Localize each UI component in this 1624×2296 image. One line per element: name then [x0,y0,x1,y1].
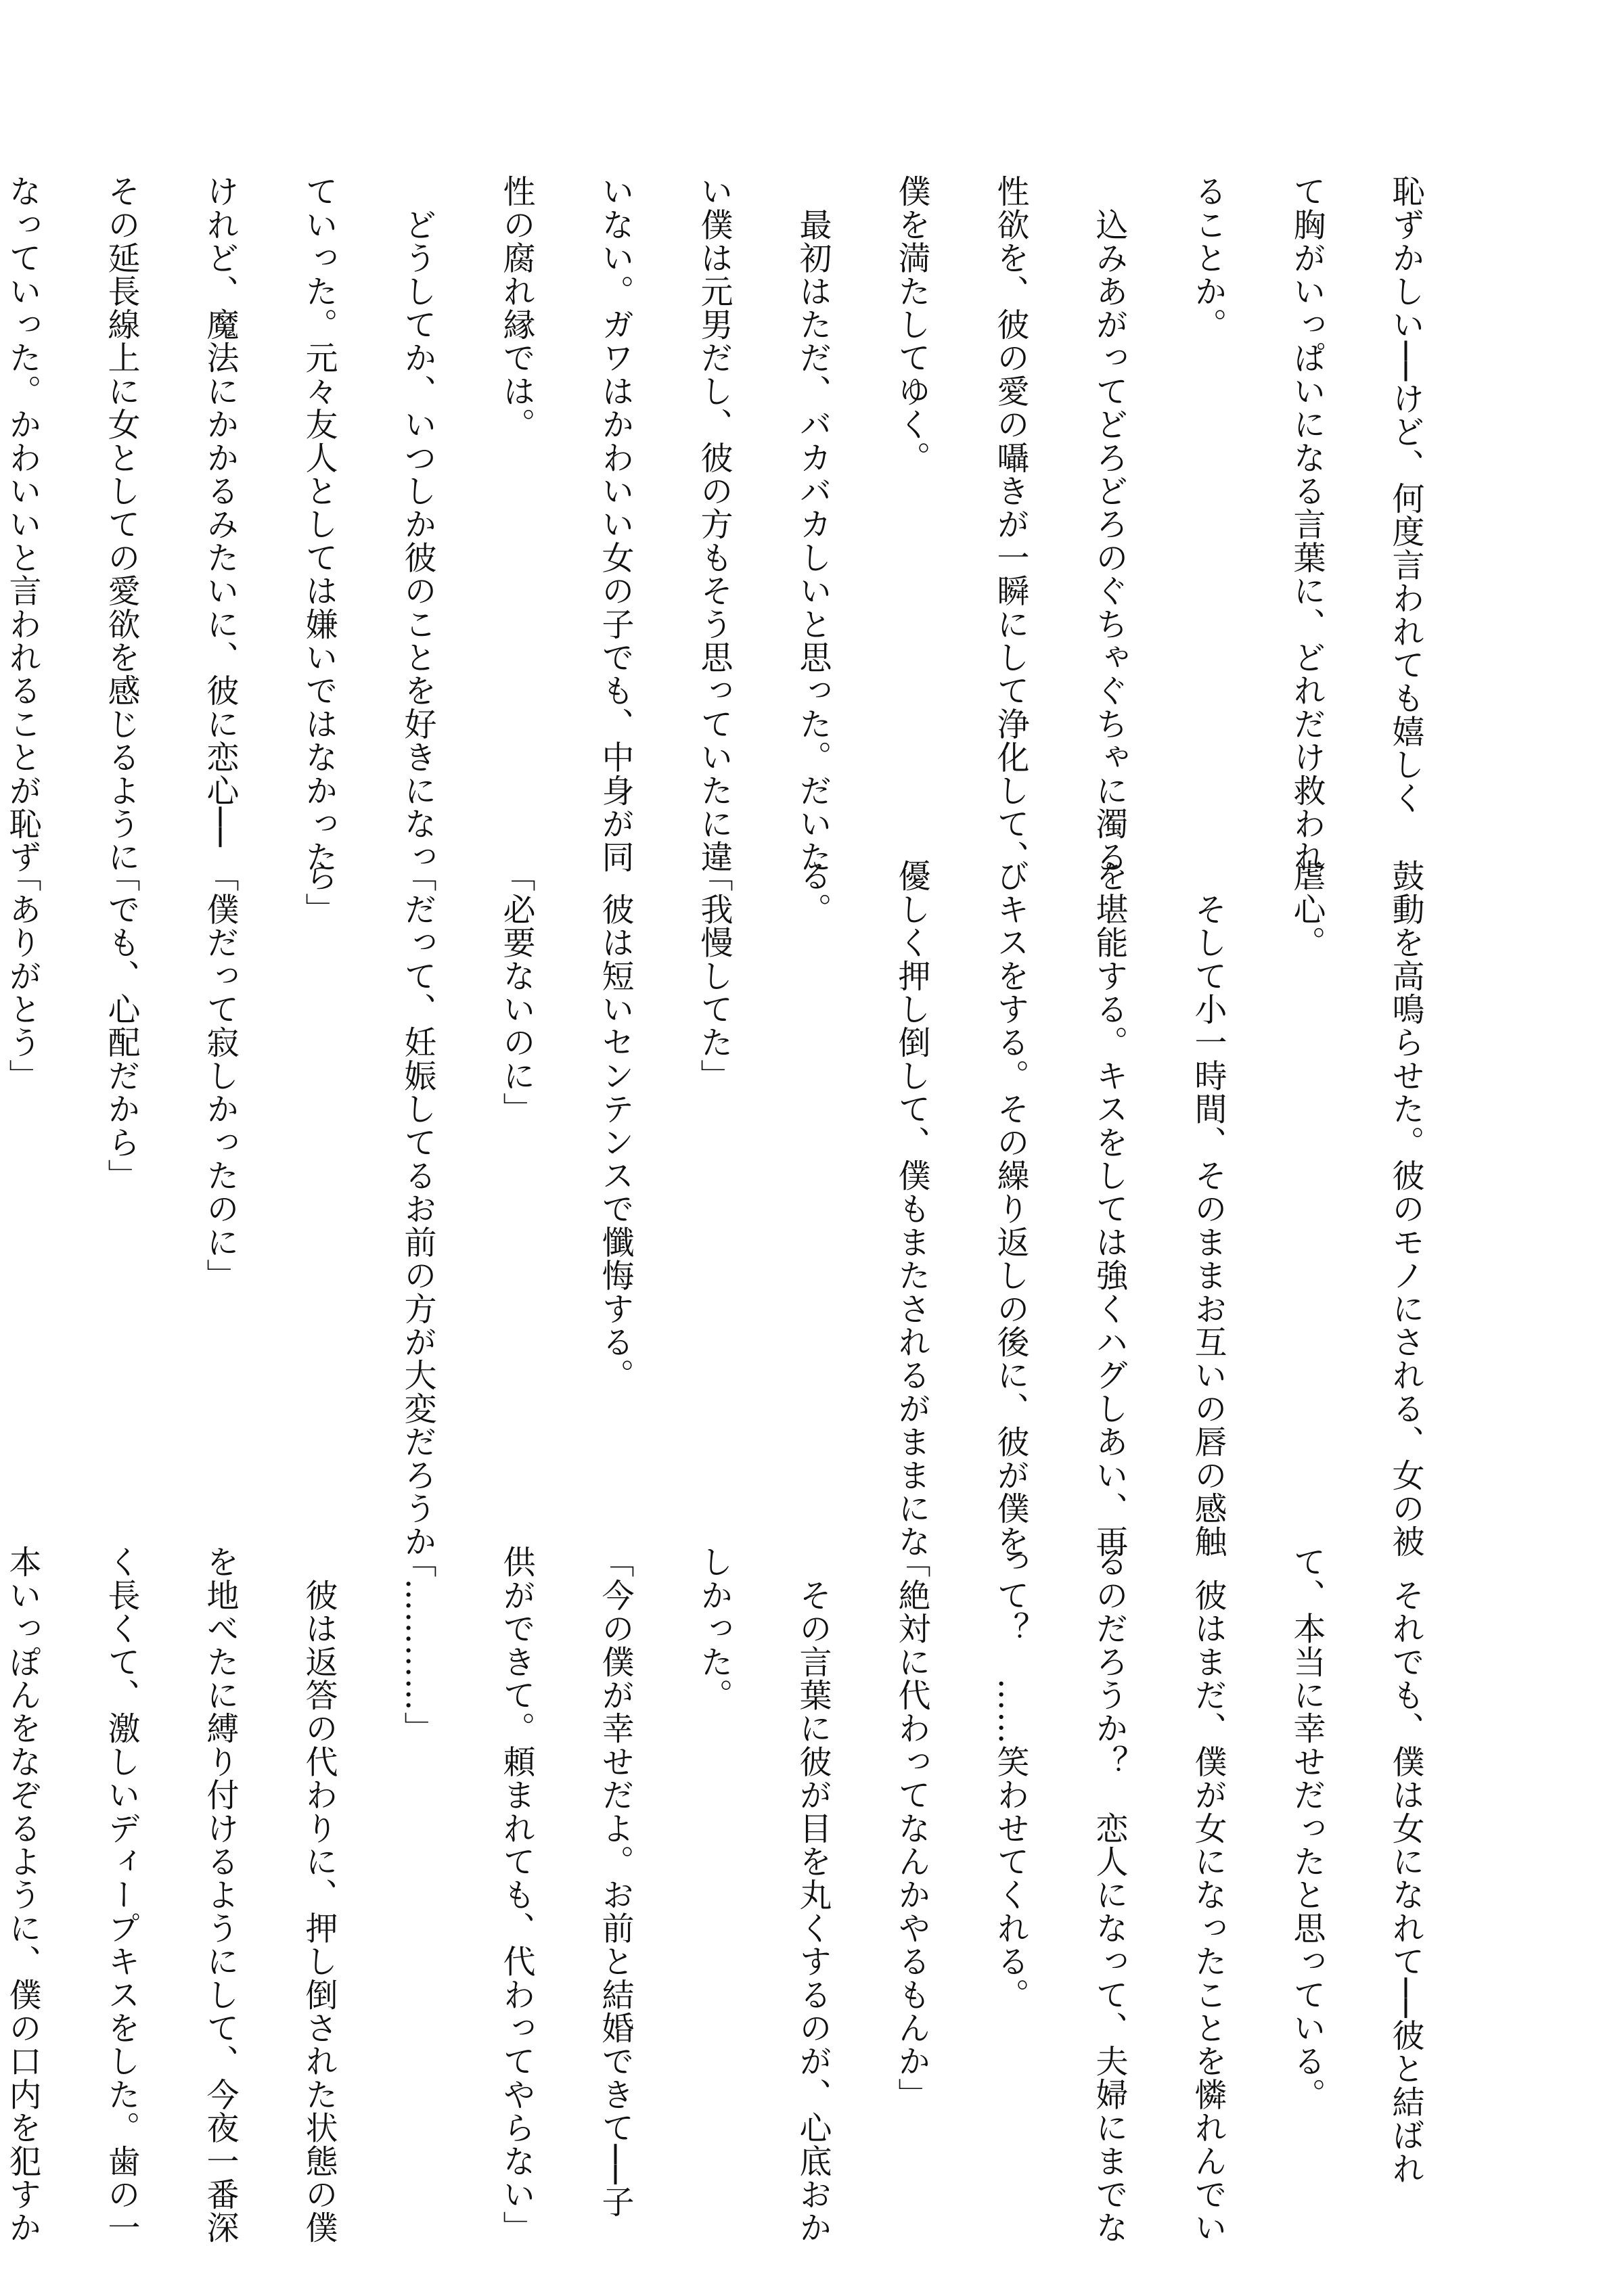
text-column: を地べたに縛り付けるようにして、今夜一番深 [201,1545,239,2245]
text-column: ることか。 [1189,175,1227,341]
text-column: その言葉に彼が目を丸くするのが、心底おか [794,1545,832,2245]
text-column: けれど、魔法にかかるみたいに、彼に恋心── [201,175,239,848]
text-column: 本いっぽんをなぞるように、僕の口内を犯すか [3,1545,41,2245]
text-column: 込みあがってどろどろのぐちゃぐちゃに濁る [1090,175,1128,874]
text-column: 「我慢してた」 [695,859,733,1093]
text-column: 「ありがとう」 [3,859,41,1093]
text-column: 「今の僕が幸せだよ。お前と結婚できて──子 [596,1545,634,2218]
text-column: なっていった。かわいいと言われることが恥ず [3,175,41,874]
text-column: 僕を満たしてゆく。 [893,175,930,474]
text-column: る。 [794,859,832,926]
text-column: って？ ……笑わせてくれる。 [991,1545,1029,2011]
text-column: いない。ガワはかわいい女の子でも、中身が同 [596,175,634,874]
text-column: それでも、僕は女になれて──彼と結ばれ [1386,1545,1424,2185]
text-column: 虐心。 [1288,859,1326,959]
text-column: 最初はただ、バカバカしいと思った。だいた [794,175,832,874]
text-column: い僕は元男だし、彼の方もそう思っていたに違 [695,175,733,874]
text-tier-middle [3,859,1455,1559]
text-column: びキスをする。その繰り返しの後に、彼が僕を [991,859,1029,1559]
text-column: て胸がいっぱいになる言葉に、どれだけ救われ [1288,175,1326,874]
text-tier-top [3,175,1455,874]
text-column: ていった。元々友人としては嫌いではなかった [300,175,338,874]
text-column: ら」 [300,859,338,926]
text-column: 「…………」 [399,1545,436,1745]
text-column: 彼は返答の代わりに、押し倒された状態の僕 [300,1545,338,2245]
text-column: 鼓動を高鳴らせた。彼のモノにされる、女の被 [1386,859,1424,1559]
text-column: るのだろうか？ 恋人になって、夫婦にまでな [1090,1545,1128,2245]
text-column: 「絶対に代わってなんかやるもんか」 [893,1545,930,2111]
text-column: 優しく押し倒して、僕もまたされるがままにな [893,859,930,1559]
text-column: 「必要ないのに」 [497,859,535,1126]
text-column: 性の腐れ縁では。 [497,175,535,441]
text-column: 供ができて。頼まれても、代わってやらない」 [497,1545,535,2245]
text-column: 「僕だって寂しかったのに」 [201,859,239,1292]
text-column: 「でも、心配だから」 [102,859,140,1192]
text-column: そして小一時間、そのままお互いの唇の感触 [1189,859,1227,1559]
text-column: 「だって、妊娠してるお前の方が大変だろうか [399,859,436,1559]
text-column: その延長線上に女としての愛欲を感じるように [102,175,140,874]
text-column: 恥ずかしい──けど、何度言われても嬉しく [1386,175,1424,814]
text-column: く長くて、激しいディープキスをした。歯の一 [102,1545,140,2245]
text-column: 彼は短いセンテンスで懺悔する。 [596,859,634,1392]
text-column: どうしてか、いつしか彼のことを好きになっ [399,175,436,874]
text-tier-bottom [3,1545,1455,2245]
text-column: 性欲を、彼の愛の囁きが一瞬にして浄化して、 [991,175,1029,874]
text-column: て、本当に幸せだったと思っている。 [1288,1545,1326,2111]
text-column: を堪能する。キスをしては強くハグしあい、再 [1090,859,1128,1559]
text-column: しかった。 [695,1545,733,1712]
text-column: 彼はまだ、僕が女になったことを憐れんでい [1189,1545,1227,2245]
